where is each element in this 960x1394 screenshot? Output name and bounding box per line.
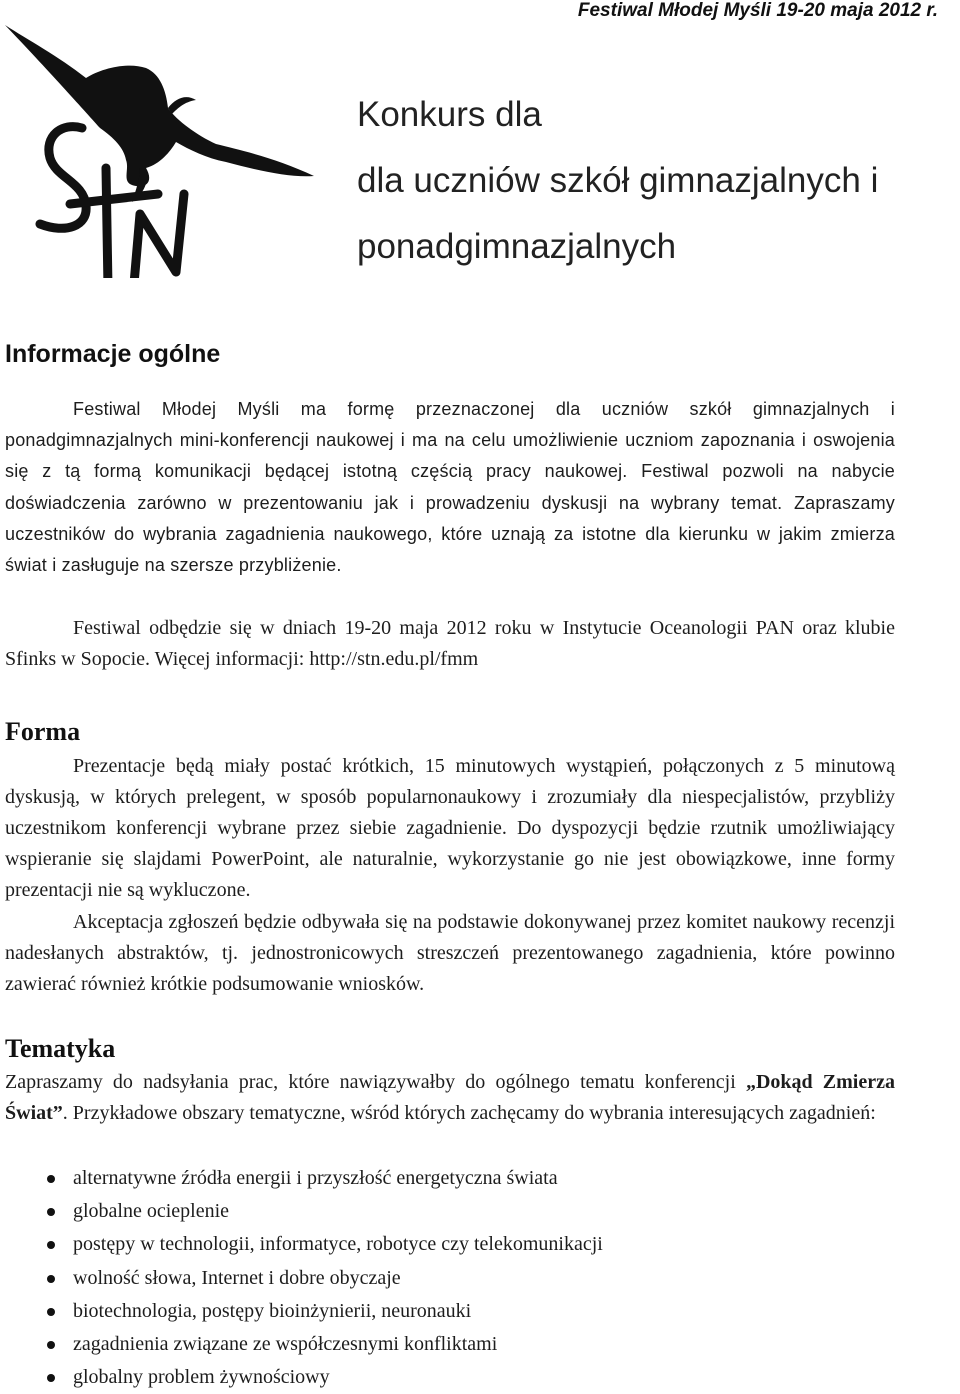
conference-theme: „Dokąd Zmierza Świat” (5, 1071, 895, 1124)
title-line-1: Konkurs dla (357, 95, 542, 134)
list-item: globalny problem żywnościowy (5, 1361, 603, 1394)
list-item: biotechnologia, postępy bioinżynierii, neuronauki (5, 1295, 603, 1328)
list-item: zagadnienia związane ze współczesnymi konfliktami (5, 1328, 603, 1361)
list-item: alternatywne źródła energii i przyszłość energetyczna świata (5, 1162, 603, 1195)
list-item: globalne ocieplenie (5, 1195, 603, 1228)
topics-list (5, 1162, 603, 1394)
info-paragraph-2: Festiwal odbędzie się w dniach 19-20 maja 2012 roku w Instytucie Oceanologii PAN oraz klubie Sfinks w Sopocie. Więcej informacji: http://stn.edu.pl/fmm (5, 617, 895, 670)
title-line-2: dla uczniów szkół gimnazjalnych i (357, 161, 879, 200)
stn-bird-logo (0, 18, 330, 278)
bird-icon (5, 25, 314, 202)
forma-paragraph-1: Prezentacje będą miały postać krótkich, 15 minutowych wystąpień, połączonych z 5 minutową dyskusją, w których prelegent, w sposób popularnonaukowy i zrozumiały dla niespecjalistów, przybliży uczestnikom konferencji wybrane przez siebie zagadnienie. Do dyspozycji będzie rzutnik umożliwiający wspieranie się slajdami PowerPoint, ale naturalnie, wykorzystanie go nie jest obowiązkowe, inne formy prezentacji nie są wykluczone. (5, 755, 895, 901)
tematyka-intro (5, 1067, 895, 1129)
heading-forma: Forma (5, 717, 81, 746)
festival-date-note: Festiwal Młodej Myśli 19-20 maja 2012 r. (577, 0, 938, 21)
title-line-3: ponadgimnazjalnych (357, 227, 677, 266)
tematyka-intro-after: . Przykładowe obszary tematyczne, wśród których zachęcamy do wybrania interesujących zagadnień: (62, 1102, 876, 1124)
tematyka-intro-text: Zapraszamy do nadsyłania prac, które nawiązywałby do ogólnego tematu konferencji (5, 1071, 736, 1093)
list-item: wolność słowa, Internet i dobre obyczaje (5, 1262, 603, 1295)
heading-informacje-ogolne: Informacje ogólne (5, 340, 221, 368)
list-item: postępy w technologii, informatyce, robotyce czy telekomunikacji (5, 1228, 603, 1261)
heading-tematyka: Tematyka (5, 1034, 116, 1063)
info-paragraph-1: Festiwal Młodej Myśli ma formę przeznaczonej dla uczniów szkół gimnazjalnych i ponadgimnazjalnych mini-konferencji naukowej i ma na celu umożliwienie uczniom zapoznania i oswojenia się z tą formą komunikacji będącej istotną częścią pracy naukowej. Festiwal pozwoli na nabycie doświadczenia zarówno w prezentowaniu jak i prowadzeniu dyskusji na wybrany temat. Zapraszamy uczestników do wybrania zagadnienia naukowego, które uznają za istotne dla kierunku w jakim zmierza świat i zasługuje na szersze przybliżenie. (5, 399, 895, 576)
forma-paragraph-2: Akceptacja zgłoszeń będzie odbywała się na podstawie dokonywanej przez komitet naukowy recenzji nadesłanych abstraktów, tj. jednostronicowych streszczeń prezentowanego zagadnienia, które powinno zawierać również krótkie podsumowanie wniosków. (5, 911, 895, 995)
contest-title (357, 82, 878, 280)
